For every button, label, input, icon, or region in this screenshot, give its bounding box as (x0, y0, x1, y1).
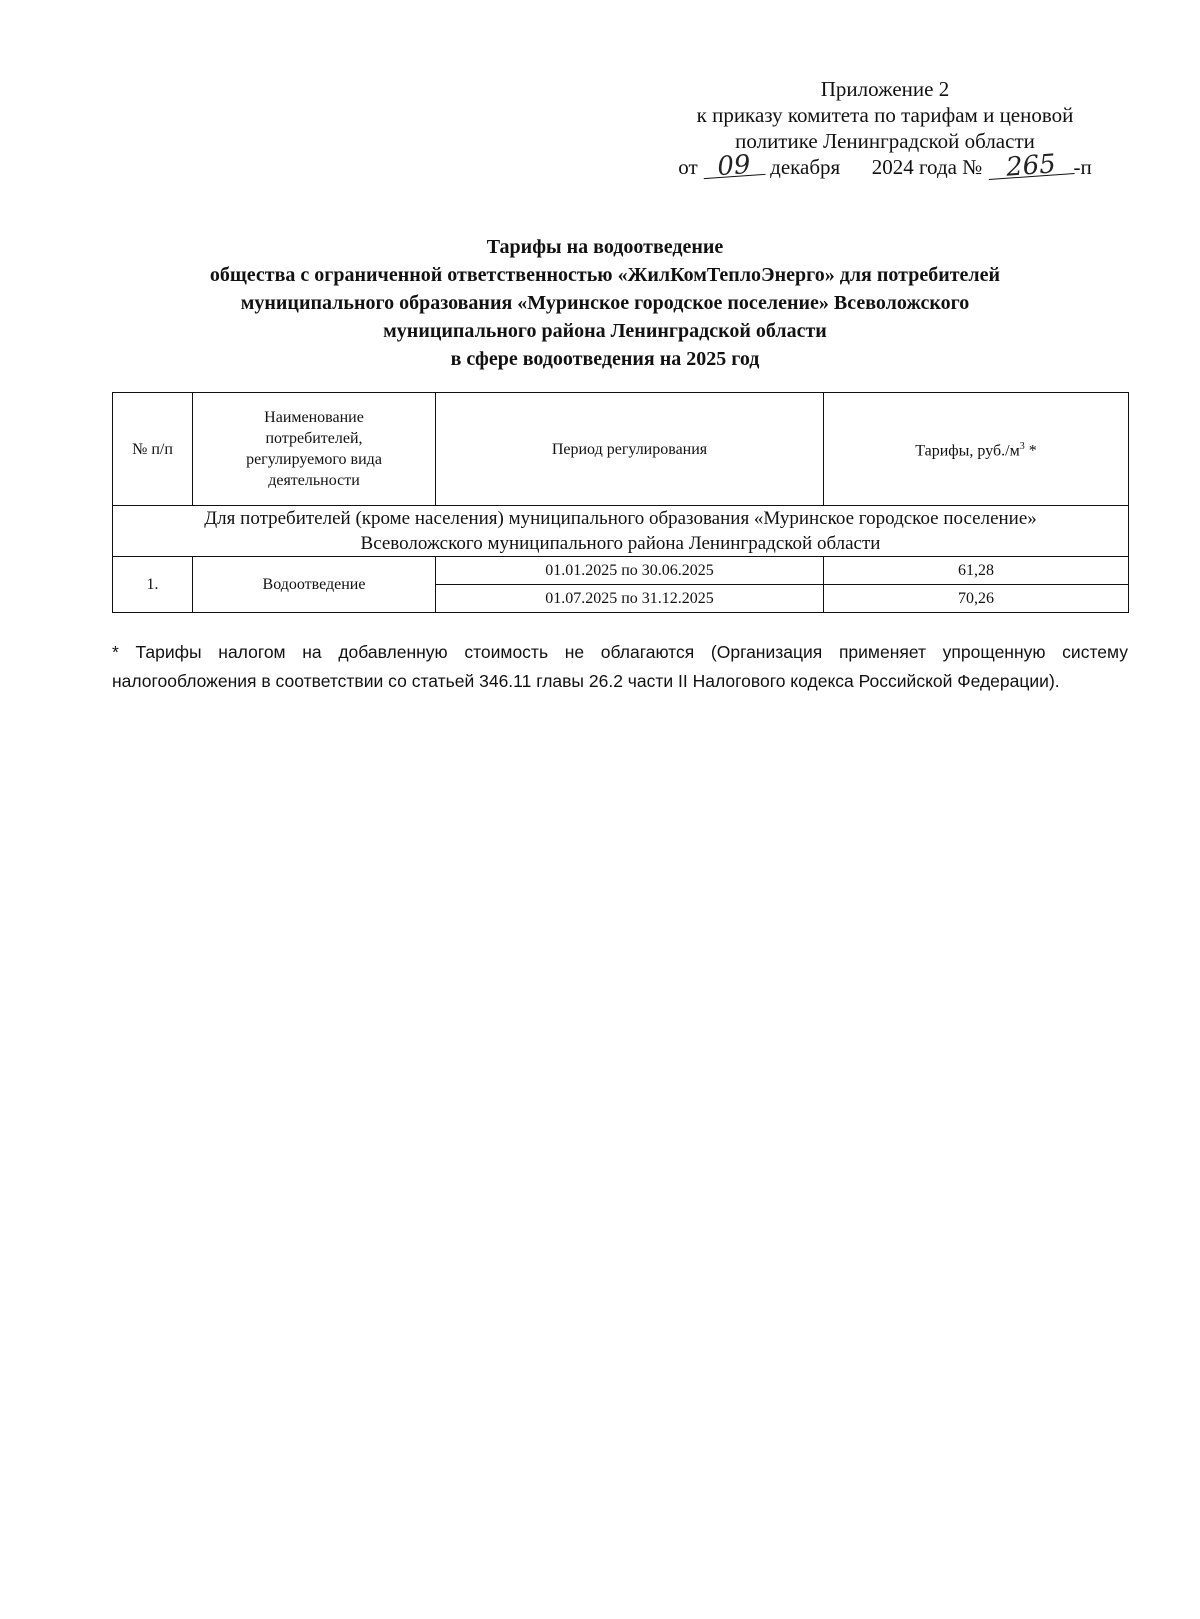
appendix-committee: политике Ленинградской области (735, 129, 1035, 153)
table-header-row (113, 393, 1129, 506)
footnote: * Тарифы налогом на добавленную стоимость не облагаются (Организация применяет упрощенную систему налогообложения в соответствии со статьей 346.11 главы 26.2 части II Налогового кодекса Российской Федерации). (112, 642, 1128, 691)
header-tariff-mark: * (1024, 442, 1037, 460)
title-line-1: Тарифы на водоотведение (486, 236, 724, 258)
header-name-text: Наименование потребителей, регулируемого вида деятельности (246, 409, 382, 489)
group-row-line-1: Для потребителей (кроме населения) муниципального образования «Муринское городское поселение» (204, 508, 1037, 529)
date-month: декабря (770, 155, 841, 179)
header-period: Период регулирования (436, 393, 824, 506)
row-tariff: 61,28 (824, 557, 1129, 585)
handwritten-day: 09 (702, 154, 765, 179)
title-line-2: общества с ограниченной ответственностью «ЖилКомТеплоЭнерго» для потребителей (209, 264, 1001, 286)
row-period: 01.07.2025 по 31.12.2025 (436, 585, 824, 613)
appendix-header (640, 76, 1130, 183)
header-tariff-superscript: 3 (1019, 441, 1025, 453)
header-tariff (824, 393, 1129, 506)
date-prefix: от (678, 155, 698, 179)
title-line-5: в сфере водоотведения на 2025 год (450, 348, 760, 370)
appendix-order-reference: к приказу комитета по тарифам и ценовой (696, 103, 1074, 127)
group-row-line-2: Всеволожского муниципального района Ленинградской области (360, 533, 881, 554)
document-title (110, 233, 1100, 373)
appendix-date-line (640, 149, 1130, 183)
row-period: 01.01.2025 по 30.06.2025 (436, 557, 824, 585)
row-name: Водоотведение (193, 557, 436, 613)
handwritten-order-number: 265 (987, 153, 1074, 180)
group-row-cell (113, 506, 1129, 557)
header-name (193, 393, 436, 506)
table-row (113, 557, 1129, 585)
appendix-title: Приложение 2 (820, 77, 950, 101)
date-year: 2024 года № (871, 155, 983, 179)
header-num: № п/п (113, 393, 193, 506)
order-suffix: -п (1073, 155, 1092, 179)
title-line-4: муниципального района Ленинградской области (383, 320, 827, 342)
row-tariff: 70,26 (824, 585, 1129, 613)
tariff-table (112, 392, 1129, 613)
row-num: 1. (113, 557, 193, 613)
title-line-3: муниципального образования «Муринское городское поселение» Всеволожского (240, 292, 970, 314)
group-row (113, 506, 1129, 557)
header-tariff-text: Тарифы, руб./м (915, 442, 1020, 460)
